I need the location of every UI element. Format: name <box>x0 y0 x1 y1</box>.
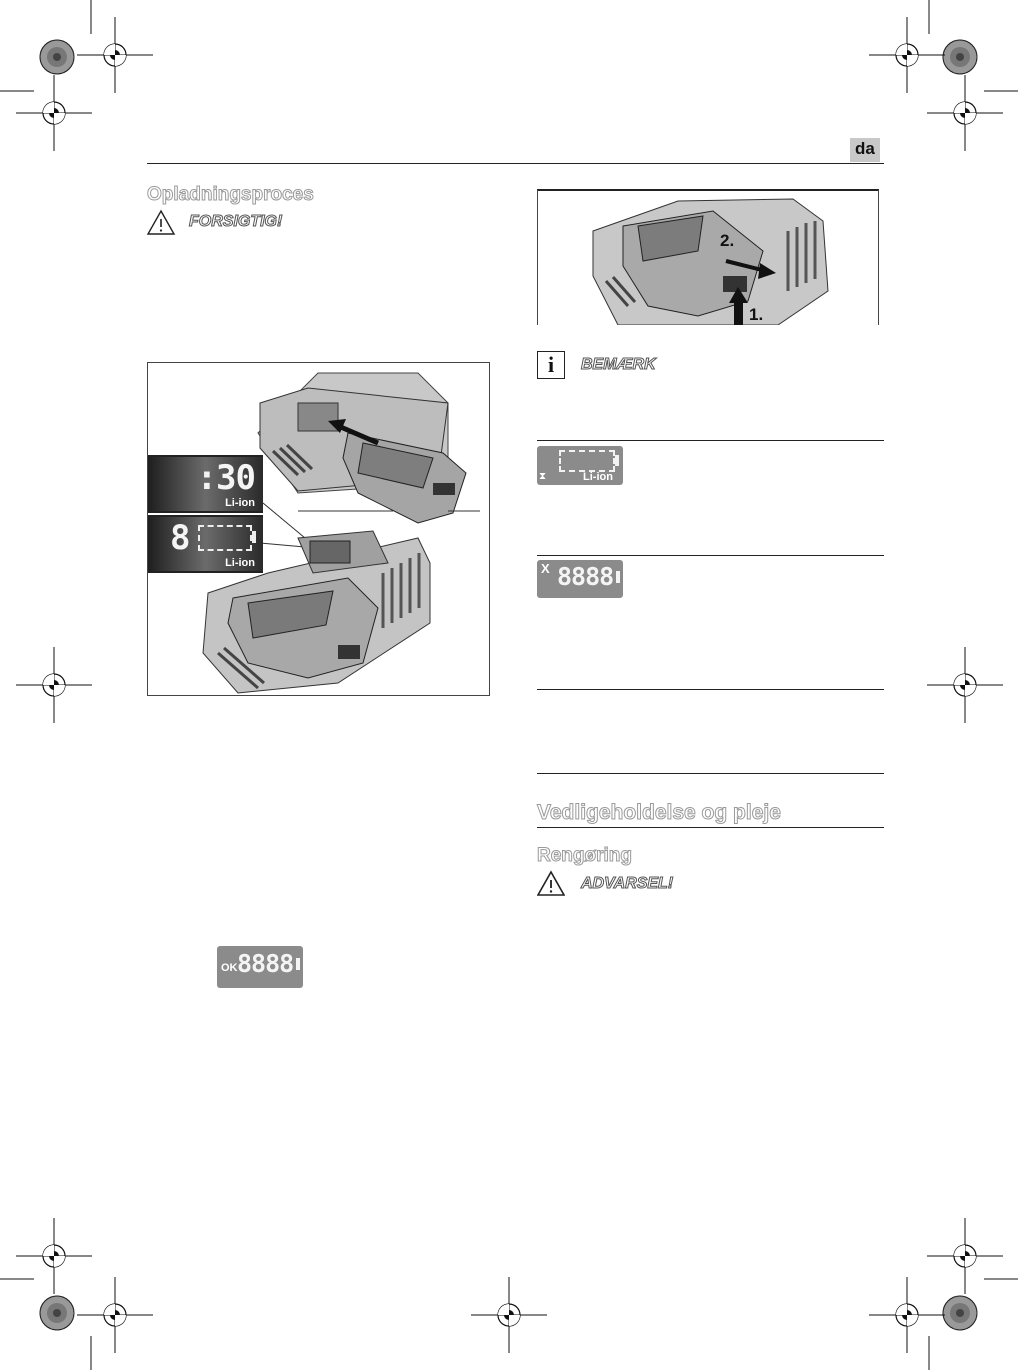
rule-5 <box>537 827 884 828</box>
rule-1 <box>537 440 884 441</box>
info-icon: i <box>537 351 565 379</box>
warning-triangle-icon <box>147 209 175 235</box>
battery-dashed-icon <box>559 450 615 472</box>
header-rule <box>147 163 884 164</box>
section-title-charging: Opladningsproces <box>147 184 314 205</box>
display-timer <box>148 455 263 513</box>
display-timer-tag: Li-ion <box>225 497 255 509</box>
error-display <box>537 560 623 598</box>
display-timer-digits: :30 <box>196 458 255 498</box>
ok-display-digits: 8888 <box>237 949 294 978</box>
hourglass-icon: ⧗ <box>539 471 547 482</box>
ok-display-prefix: OK <box>221 962 238 974</box>
error-display-prefix: X <box>541 561 550 576</box>
language-badge: da <box>850 138 880 162</box>
waiting-display-tag: Li-ion <box>583 471 613 483</box>
error-display-digits: 8888 <box>557 562 614 591</box>
battery-removal-illustration <box>538 191 878 325</box>
display-battery <box>148 515 263 573</box>
note-label: BEMÆRK <box>581 356 656 373</box>
rule-4 <box>537 773 884 774</box>
battery-removal-figure <box>537 189 879 325</box>
battery-tip-icon <box>296 958 300 970</box>
battery-tip-icon <box>616 571 620 583</box>
section-title-maintenance: Vedligeholdelse og pleje <box>537 801 781 824</box>
note-row <box>537 351 737 379</box>
warning-label: ADVARSEL! <box>581 875 674 892</box>
warning-row <box>537 870 737 898</box>
charger-figure <box>147 362 490 696</box>
battery-outline-icon <box>198 525 252 551</box>
ok-display <box>217 946 303 988</box>
waiting-display <box>537 446 623 485</box>
rule-3 <box>537 689 884 690</box>
display-battery-tag: Li-ion <box>225 557 255 569</box>
step-1-label: 1. <box>749 305 764 324</box>
display-battery-digit: 8 <box>170 518 190 558</box>
warning-triangle-icon <box>537 870 565 896</box>
subsection-title-cleaning: Rengøring <box>537 845 632 866</box>
caution-label: FORSIGTIG! <box>189 213 283 230</box>
rule-2 <box>537 555 884 556</box>
step-2-label: 2. <box>720 231 735 250</box>
